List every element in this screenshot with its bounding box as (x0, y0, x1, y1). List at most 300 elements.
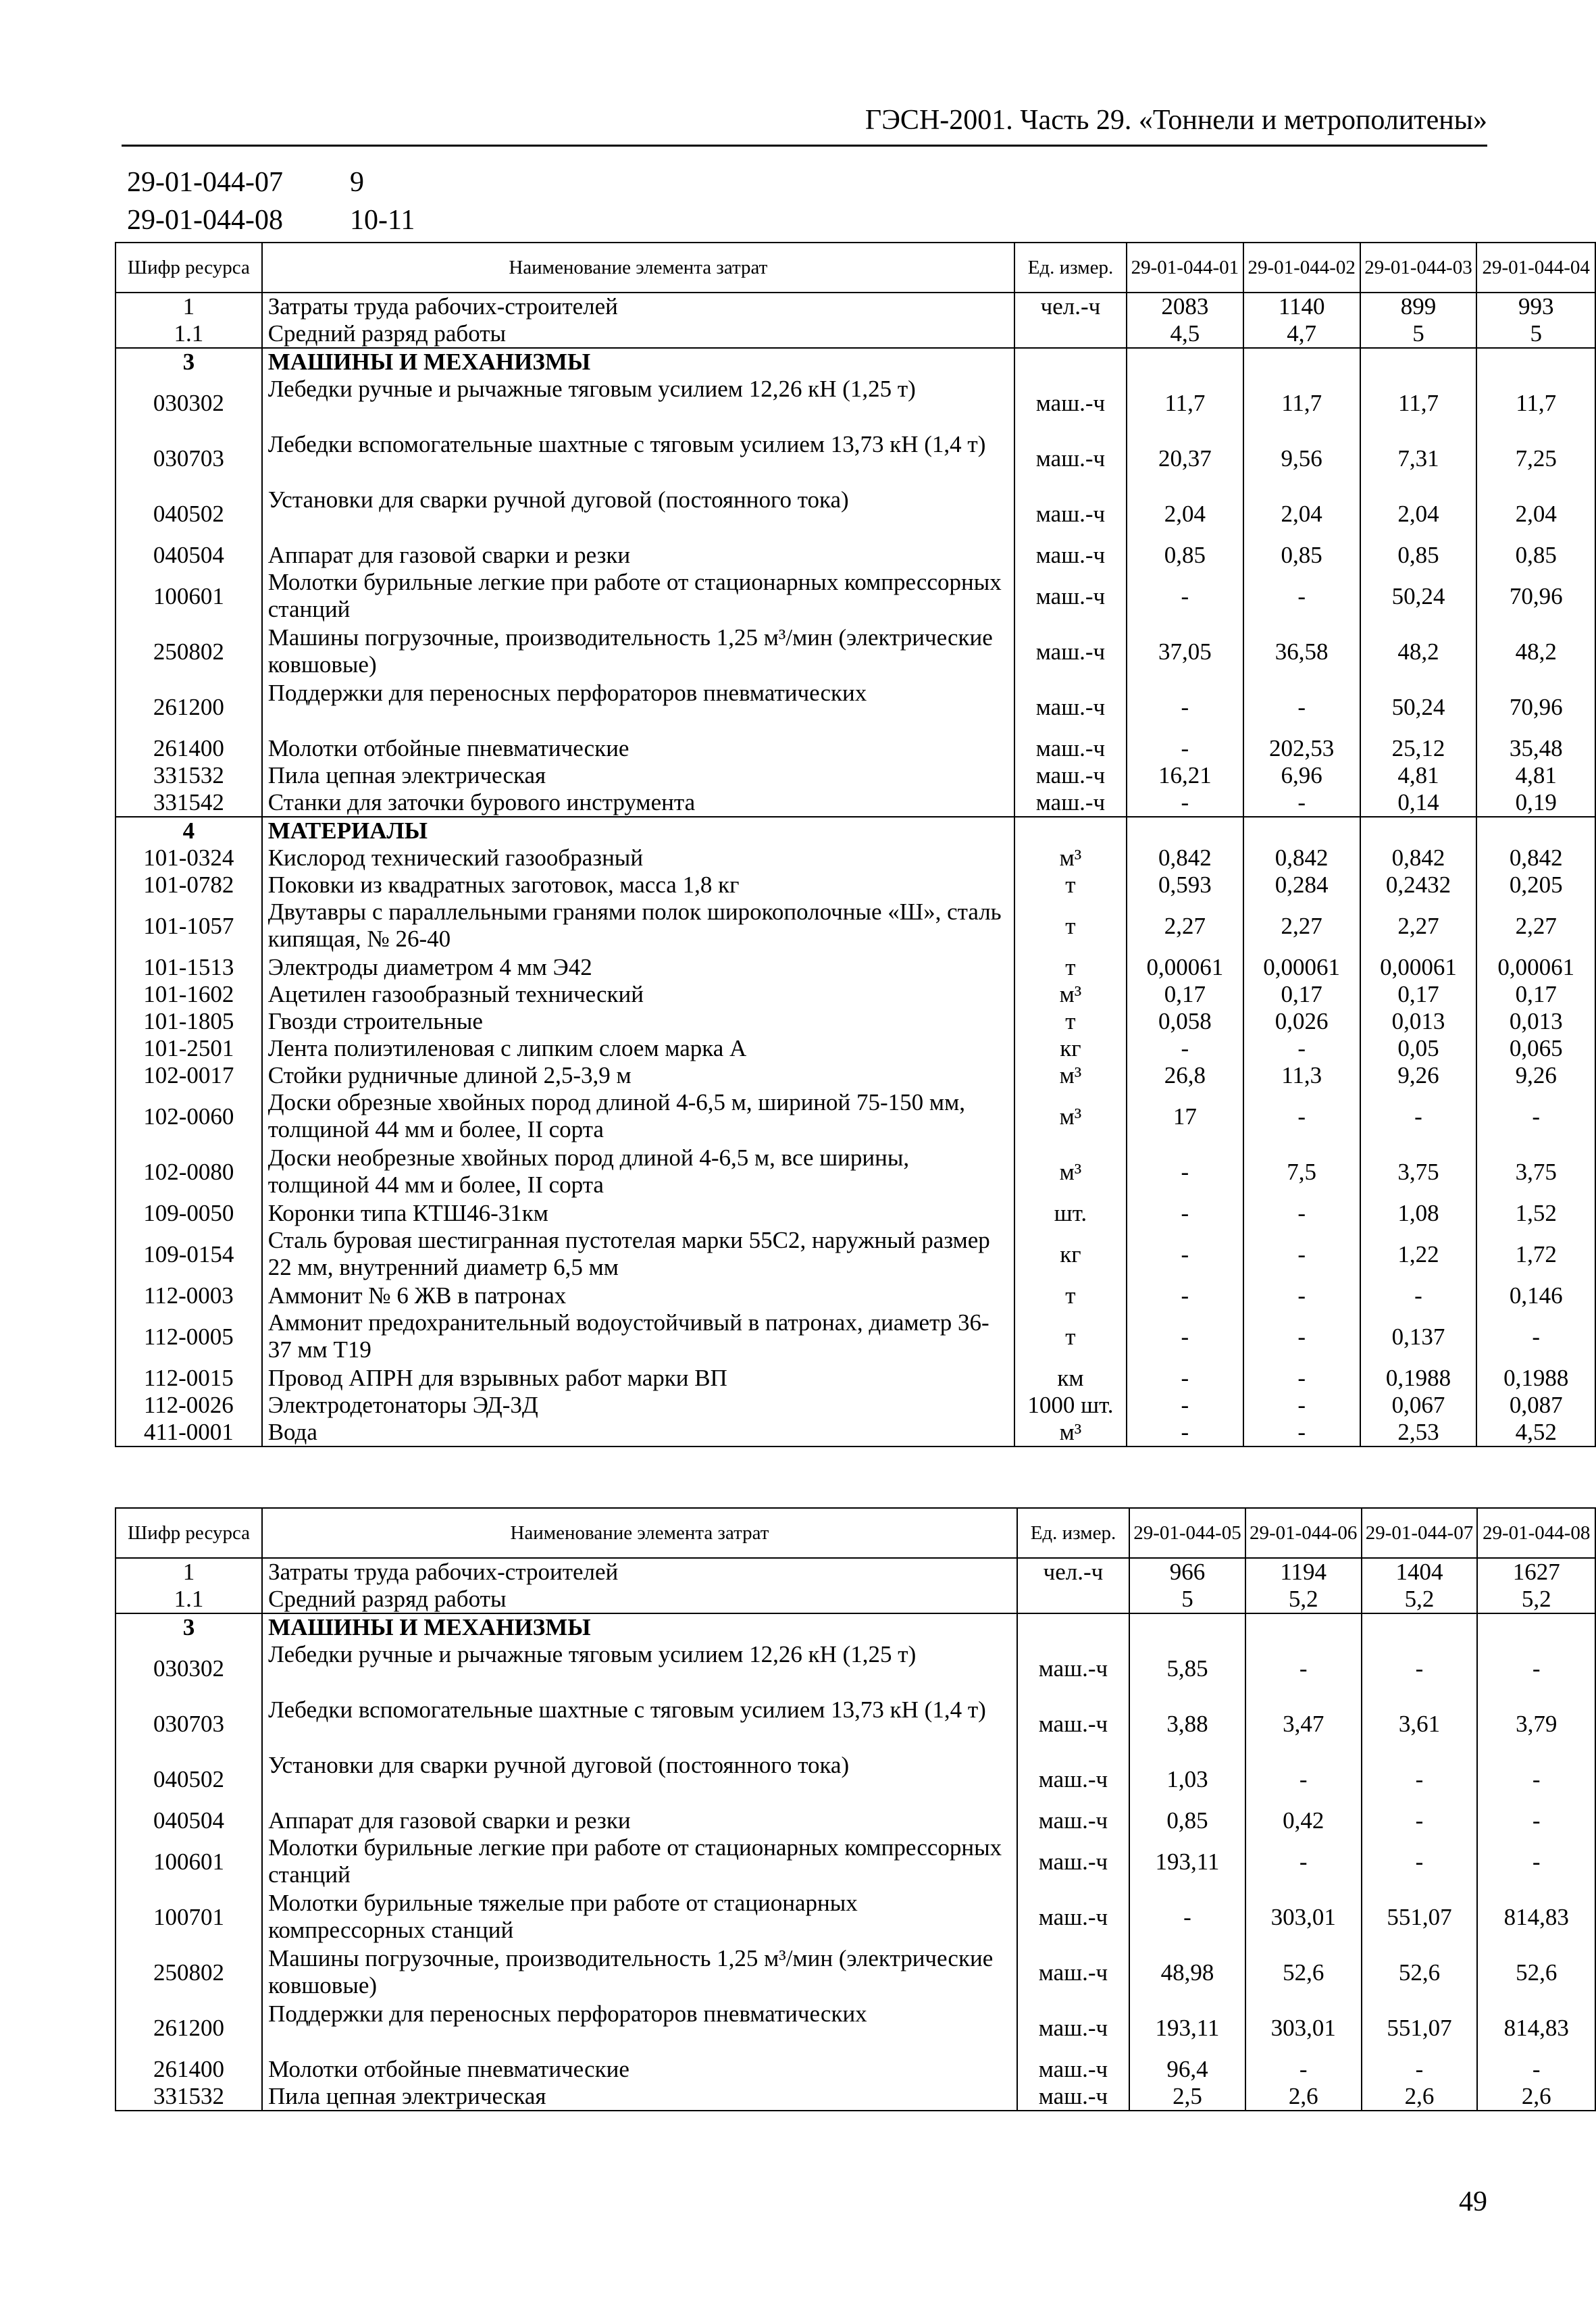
norm-value: 193,11 (1129, 1834, 1245, 1890)
norm-value (1243, 348, 1360, 376)
header-norm-cell: 29-01-044-06 (1245, 1508, 1362, 1558)
norm-value: 7,5 (1243, 1145, 1360, 1200)
norm-value: 2,27 (1360, 899, 1477, 954)
norm-value: - (1127, 789, 1243, 817)
norm-value: 5 (1360, 320, 1477, 348)
norm-value: - (1245, 2056, 1362, 2083)
table-row (115, 376, 1595, 431)
norm-value: 0,284 (1243, 872, 1360, 899)
norm-value: 96,4 (1129, 2056, 1245, 2083)
table-row (115, 981, 1595, 1008)
norm-value: 303,01 (1245, 1890, 1362, 1945)
section-row (115, 348, 1595, 376)
norm-value: 0,00061 (1127, 954, 1243, 981)
table-row (115, 1696, 1595, 1752)
unit-of-measure: т (1014, 872, 1127, 899)
unit-of-measure: маш.-ч (1017, 1752, 1129, 1807)
header-norm-cell: 29-01-044-01 (1127, 243, 1243, 293)
section-row (115, 817, 1595, 845)
resource-name: Лебедки ручные и рычажные тяговым усилием 12,26 кН (1,25 т) (262, 376, 1014, 431)
norm-value: 52,6 (1245, 1945, 1362, 2001)
unit-of-measure: маш.-ч (1014, 431, 1127, 486)
table-row (115, 1227, 1595, 1282)
resource-code: 101-0324 (115, 845, 262, 872)
norm-value: 0,205 (1476, 872, 1595, 899)
norm-value: - (1243, 1365, 1360, 1392)
norm-value: - (1127, 1200, 1243, 1227)
norm-value: - (1477, 1641, 1595, 1696)
resource-code: 109-0154 (115, 1227, 262, 1282)
table-row (115, 1834, 1595, 1890)
norm-value: 20,37 (1127, 431, 1243, 486)
table-row (115, 1145, 1595, 1200)
norm-value: - (1127, 1392, 1243, 1419)
norm-value: 0,058 (1127, 1008, 1243, 1035)
resource-name: Поковки из квадратных заготовок, масса 1,8 кг (262, 872, 1014, 899)
norm-value: 48,98 (1129, 1945, 1245, 2001)
table-row (115, 2056, 1595, 2083)
norm-value: 0,00061 (1360, 954, 1477, 981)
norm-value: 1,03 (1129, 1752, 1245, 1807)
norm-value: 52,6 (1362, 1945, 1478, 2001)
header-code-cell: Шифр ресурса (115, 1508, 262, 1558)
norm-value: 2,27 (1243, 899, 1360, 954)
unit-of-measure: м³ (1014, 1089, 1127, 1145)
unit-of-measure: маш.-ч (1014, 762, 1127, 789)
unit-of-measure: маш.-ч (1017, 1834, 1129, 1890)
resource-code: 4 (115, 817, 262, 845)
unit-of-measure: м³ (1014, 1062, 1127, 1089)
norm-value: - (1476, 1089, 1595, 1145)
table-row (115, 624, 1595, 680)
norm-value: 4,52 (1476, 1419, 1595, 1447)
unit-of-measure: чел.-ч (1017, 1558, 1129, 1586)
resource-name: Средний разряд работы (262, 320, 1014, 348)
norm-value: 2,04 (1127, 486, 1243, 542)
norm-value: 1404 (1362, 1558, 1478, 1586)
norm-value: 36,58 (1243, 624, 1360, 680)
unit-of-measure: маш.-ч (1014, 624, 1127, 680)
norm-value: 50,24 (1360, 569, 1477, 624)
norm-value: 0,065 (1476, 1035, 1595, 1062)
resource-name: Станки для заточки бурового инструмента (262, 789, 1014, 817)
norm-value: 9,56 (1243, 431, 1360, 486)
norm-value: - (1362, 1641, 1478, 1696)
norm-value: 1627 (1477, 1558, 1595, 1586)
norm-value: 6,96 (1243, 762, 1360, 789)
norm-value: - (1243, 1419, 1360, 1447)
norm-value: 0,85 (1476, 542, 1595, 569)
reference-row (127, 164, 415, 201)
resource-name: Доски обрезные хвойных пород длиной 4-6,5 м, шириной 75-150 мм, толщиной 44 мм и более, II сорта (262, 1089, 1014, 1145)
norm-value: 0,05 (1360, 1035, 1477, 1062)
resource-table-2 (115, 1507, 1596, 2111)
norm-value: - (1127, 1365, 1243, 1392)
table-row (115, 1419, 1595, 1447)
norm-value: - (1127, 1145, 1243, 1200)
header-unit-cell: Ед. измер. (1014, 243, 1127, 293)
norm-value: 1,08 (1360, 1200, 1477, 1227)
norm-value: - (1476, 1309, 1595, 1365)
unit-of-measure: маш.-ч (1014, 376, 1127, 431)
resource-code: 102-0060 (115, 1089, 262, 1145)
norm-value: 52,6 (1477, 1945, 1595, 2001)
norm-value: 3,61 (1362, 1696, 1478, 1752)
norm-value (1360, 348, 1477, 376)
resource-code: 040502 (115, 1752, 262, 1807)
resource-code: 261200 (115, 680, 262, 735)
resource-name: Аммонит предохранительный водоустойчивый в патронах, диаметр 36-37 мм Т19 (262, 1309, 1014, 1365)
norm-value: - (1127, 1035, 1243, 1062)
resource-code: 109-0050 (115, 1200, 262, 1227)
norm-value: - (1243, 1035, 1360, 1062)
norm-value: 9,26 (1360, 1062, 1477, 1089)
resource-code: 100701 (115, 1890, 262, 1945)
norm-value: 2,04 (1476, 486, 1595, 542)
norm-value: - (1360, 1089, 1477, 1145)
norm-value: 2,6 (1245, 2083, 1362, 2111)
unit-of-measure: маш.-ч (1017, 1696, 1129, 1752)
resource-name: Двутавры с параллельными гранями полок широкополочные «Ш», сталь кипящая, № 26-40 (262, 899, 1014, 954)
resource-name: Сталь буровая шестигранная пустотелая марки 55С2, наружный размер 22 мм, внутренний диаметр 6,5 мм (262, 1227, 1014, 1282)
norm-value: - (1129, 1890, 1245, 1945)
header-name-cell: Наименование элемента затрат (262, 1508, 1017, 1558)
resource-name: Затраты труда рабочих-строителей (262, 1558, 1017, 1586)
resource-code: 331542 (115, 789, 262, 817)
norm-value: 0,85 (1243, 542, 1360, 569)
norm-value: 3,75 (1476, 1145, 1595, 1200)
unit-of-measure: м³ (1014, 1145, 1127, 1200)
norm-value: 3,47 (1245, 1696, 1362, 1752)
norm-value: - (1127, 680, 1243, 735)
norm-value: 70,96 (1476, 680, 1595, 735)
norm-value: 2,27 (1476, 899, 1595, 954)
resource-code: 101-1513 (115, 954, 262, 981)
norm-value (1129, 1613, 1245, 1641)
norm-value: 0,85 (1360, 542, 1477, 569)
table-header-row (115, 1508, 1595, 1558)
norm-value: 2,53 (1360, 1419, 1477, 1447)
norm-value: 11,7 (1360, 376, 1477, 431)
norm-value (1477, 1613, 1595, 1641)
unit-of-measure: маш.-ч (1017, 1641, 1129, 1696)
norm-value: 814,83 (1477, 2001, 1595, 2056)
norm-value: 1194 (1245, 1558, 1362, 1586)
norm-value: - (1477, 2056, 1595, 2083)
norm-value: 0,17 (1127, 981, 1243, 1008)
norm-value: - (1243, 569, 1360, 624)
resource-code: 1 (115, 1558, 262, 1586)
resource-code: 101-1057 (115, 899, 262, 954)
resource-name: Молотки отбойные пневматические (262, 735, 1014, 762)
resource-code: 030302 (115, 1641, 262, 1696)
resource-name: Молотки отбойные пневматические (262, 2056, 1017, 2083)
unit-of-measure: м³ (1014, 1419, 1127, 1447)
norm-value: 0,146 (1476, 1282, 1595, 1309)
resource-code: 1.1 (115, 320, 262, 348)
norm-value: 0,1988 (1476, 1365, 1595, 1392)
norm-value: 5,85 (1129, 1641, 1245, 1696)
table-row (115, 1365, 1595, 1392)
table-row (115, 1089, 1595, 1145)
table-row (115, 1309, 1595, 1365)
section-title: МАШИНЫ И МЕХАНИЗМЫ (262, 348, 1014, 376)
resource-name: Поддержки для переносных перфораторов пневматических (262, 2001, 1017, 2056)
header-norm-cell: 29-01-044-02 (1243, 243, 1360, 293)
norm-value: - (1243, 1309, 1360, 1365)
norm-value: - (1362, 1752, 1478, 1807)
norm-value (1476, 348, 1595, 376)
resource-code: 331532 (115, 2083, 262, 2111)
resource-name: Пила цепная электрическая (262, 2083, 1017, 2111)
norm-value: - (1362, 1834, 1478, 1890)
norm-value: - (1243, 1200, 1360, 1227)
resource-name: Машины погрузочные, производительность 1,25 м³/мин (электрические ковшовые) (262, 624, 1014, 680)
norm-value: 0,087 (1476, 1392, 1595, 1419)
resource-code: 112-0005 (115, 1309, 262, 1365)
resource-name: Лебедки вспомогательные шахтные с тяговым усилием 13,73 кН (1,4 т) (262, 431, 1014, 486)
norm-value: - (1127, 569, 1243, 624)
norm-value: 7,31 (1360, 431, 1477, 486)
norm-value: - (1243, 1227, 1360, 1282)
norm-value: - (1362, 2056, 1478, 2083)
norm-value: 0,842 (1360, 845, 1477, 872)
norm-value: 2,6 (1362, 2083, 1478, 2111)
unit-of-measure: т (1014, 899, 1127, 954)
resource-name: Лебедки вспомогательные шахтные с тяговым усилием 13,73 кН (1,4 т) (262, 1696, 1017, 1752)
table-row (115, 872, 1595, 899)
unit-of-measure: маш.-ч (1014, 569, 1127, 624)
section-title: МАШИНЫ И МЕХАНИЗМЫ (262, 1613, 1017, 1641)
resource-name: Поддержки для переносных перфораторов пневматических (262, 680, 1014, 735)
section-title: МАТЕРИАЛЫ (262, 817, 1014, 845)
resource-code: 1.1 (115, 1586, 262, 1613)
norm-value: - (1362, 1807, 1478, 1834)
resource-code: 102-0080 (115, 1145, 262, 1200)
norm-value: - (1243, 1089, 1360, 1145)
norm-value: 0,42 (1245, 1807, 1362, 1834)
norm-value: 0,067 (1360, 1392, 1477, 1419)
norm-value: - (1243, 1282, 1360, 1309)
resource-code: 250802 (115, 624, 262, 680)
resource-name: Установки для сварки ручной дуговой (постоянного тока) (262, 486, 1014, 542)
unit-of-measure: маш.-ч (1017, 1807, 1129, 1834)
norm-value: 50,24 (1360, 680, 1477, 735)
resource-code: 411-0001 (115, 1419, 262, 1447)
unit-of-measure: маш.-ч (1014, 789, 1127, 817)
resource-code: 1 (115, 293, 262, 320)
unit-of-measure: маш.-ч (1017, 1890, 1129, 1945)
table-row (115, 899, 1595, 954)
resource-name: Аппарат для газовой сварки и резки (262, 1807, 1017, 1834)
norm-value: 193,11 (1129, 2001, 1245, 2056)
resource-code: 112-0015 (115, 1365, 262, 1392)
header-norm-cell: 29-01-044-04 (1476, 243, 1595, 293)
norm-value: 0,00061 (1243, 954, 1360, 981)
resource-name: Стойки рудничные длиной 2,5-3,9 м (262, 1062, 1014, 1089)
table-row (115, 1200, 1595, 1227)
resource-code: 101-2501 (115, 1035, 262, 1062)
resource-name: Пила цепная электрическая (262, 762, 1014, 789)
norm-value: - (1127, 1309, 1243, 1365)
norm-value: 0,842 (1127, 845, 1243, 872)
table-row (115, 1945, 1595, 2001)
norm-value: 2083 (1127, 293, 1243, 320)
norm-value: 0,1988 (1360, 1365, 1477, 1392)
table-header-row (115, 243, 1595, 293)
norm-value: 11,7 (1476, 376, 1595, 431)
table-row (115, 320, 1595, 348)
resource-name: Провод АПРН для взрывных работ марки ВП (262, 1365, 1014, 1392)
table-row (115, 845, 1595, 872)
norm-value: 966 (1129, 1558, 1245, 1586)
table-row (115, 1586, 1595, 1613)
resource-code: 261400 (115, 735, 262, 762)
unit-of-measure (1017, 1586, 1129, 1613)
resource-table-1 (115, 242, 1596, 1447)
resource-name: Лента полиэтиленовая с липким слоем марка А (262, 1035, 1014, 1062)
resource-name: Доски необрезные хвойных пород длиной 4-6,5 м, все ширины, толщиной 44 мм и более, II сорта (262, 1145, 1014, 1200)
resource-code: 040502 (115, 486, 262, 542)
norm-value: 0,2432 (1360, 872, 1477, 899)
table-row (115, 1035, 1595, 1062)
unit-of-measure (1014, 320, 1127, 348)
norm-value: 11,3 (1243, 1062, 1360, 1089)
unit-of-measure: т (1014, 1008, 1127, 1035)
norm-value: 37,05 (1127, 624, 1243, 680)
table-row (115, 1807, 1595, 1834)
norm-value: 70,96 (1476, 569, 1595, 624)
unit-of-measure: маш.-ч (1017, 2083, 1129, 2111)
norm-value: 0,85 (1129, 1807, 1245, 1834)
unit-of-measure: маш.-ч (1014, 735, 1127, 762)
unit-of-measure: м³ (1014, 845, 1127, 872)
norm-value: 2,04 (1360, 486, 1477, 542)
norm-value (1476, 817, 1595, 845)
unit-of-measure: кг (1014, 1035, 1127, 1062)
norm-value: - (1477, 1807, 1595, 1834)
unit-of-measure: т (1014, 1282, 1127, 1309)
table-row (115, 789, 1595, 817)
resource-code: 261400 (115, 2056, 262, 2083)
norm-value: - (1360, 1282, 1477, 1309)
header-rule (122, 145, 1487, 147)
norm-value: 17 (1127, 1089, 1243, 1145)
table-row (115, 2001, 1595, 2056)
norm-value: 3,79 (1477, 1696, 1595, 1752)
header-norm-cell: 29-01-044-07 (1362, 1508, 1478, 1558)
norm-value: 4,7 (1243, 320, 1360, 348)
norm-value: 0,85 (1127, 542, 1243, 569)
table-row (115, 1641, 1595, 1696)
unit-of-measure: т (1014, 1309, 1127, 1365)
unit-of-measure: кг (1014, 1227, 1127, 1282)
norm-value: 0,013 (1360, 1008, 1477, 1035)
resource-code: 030703 (115, 1696, 262, 1752)
resource-code: 3 (115, 348, 262, 376)
unit-of-measure: шт. (1014, 1200, 1127, 1227)
unit-of-measure: маш.-ч (1014, 680, 1127, 735)
resource-code: 3 (115, 1613, 262, 1641)
norm-value: 9,26 (1476, 1062, 1595, 1089)
norm-value: - (1127, 735, 1243, 762)
norm-value: 4,5 (1127, 320, 1243, 348)
norm-value: 2,04 (1243, 486, 1360, 542)
reference-value: 10-11 (350, 205, 415, 236)
resource-name: Электродетонаторы ЭД-3Д (262, 1392, 1014, 1419)
norm-value: 0,17 (1360, 981, 1477, 1008)
norm-value: 11,7 (1243, 376, 1360, 431)
table-row (115, 1392, 1595, 1419)
resource-name: Кислород технический газообразный (262, 845, 1014, 872)
table-row (115, 680, 1595, 735)
norm-value: 5,2 (1362, 1586, 1478, 1613)
norm-value: 0,17 (1476, 981, 1595, 1008)
norm-value: - (1127, 1227, 1243, 1282)
resource-code: 102-0017 (115, 1062, 262, 1089)
norm-value (1245, 1613, 1362, 1641)
norm-value: 303,01 (1245, 2001, 1362, 2056)
unit-of-measure: км (1014, 1365, 1127, 1392)
norm-value: 2,27 (1127, 899, 1243, 954)
unit-of-measure: маш.-ч (1017, 1945, 1129, 2001)
norm-value: 551,07 (1362, 2001, 1478, 2056)
reference-code: 29-01-044-07 (127, 167, 283, 198)
norm-value: 0,137 (1360, 1309, 1477, 1365)
norm-value: 7,25 (1476, 431, 1595, 486)
table-row (115, 293, 1595, 320)
norm-value: 0,19 (1476, 789, 1595, 817)
header-norm-cell: 29-01-044-08 (1477, 1508, 1595, 1558)
resource-code: 331532 (115, 762, 262, 789)
norm-references (127, 164, 415, 239)
resource-name: Аммонит № 6 ЖВ в патронах (262, 1282, 1014, 1309)
resource-code: 101-0782 (115, 872, 262, 899)
resource-code: 100601 (115, 1834, 262, 1890)
norm-value: - (1245, 1834, 1362, 1890)
unit-of-measure: т (1014, 954, 1127, 981)
table-row (115, 1282, 1595, 1309)
table-row (115, 762, 1595, 789)
resource-code: 112-0003 (115, 1282, 262, 1309)
resource-name: Средний разряд работы (262, 1586, 1017, 1613)
norm-value: 5 (1129, 1586, 1245, 1613)
norm-value: 551,07 (1362, 1890, 1478, 1945)
unit-of-measure: маш.-ч (1017, 2001, 1129, 2056)
norm-value: 0,842 (1476, 845, 1595, 872)
resource-name: Затраты труда рабочих-строителей (262, 293, 1014, 320)
resource-name: Ацетилен газообразный технический (262, 981, 1014, 1008)
norm-value (1243, 817, 1360, 845)
table-row (115, 1890, 1595, 1945)
resource-code: 030302 (115, 376, 262, 431)
norm-value: 3,88 (1129, 1696, 1245, 1752)
norm-value: 2,6 (1477, 2083, 1595, 2111)
unit-of-measure: 1000 шт. (1014, 1392, 1127, 1419)
norm-value (1360, 817, 1477, 845)
norm-value: 26,8 (1127, 1062, 1243, 1089)
norm-value: 35,48 (1476, 735, 1595, 762)
norm-value: 4,81 (1360, 762, 1477, 789)
reference-code: 29-01-044-08 (127, 205, 283, 236)
norm-value: 1,72 (1476, 1227, 1595, 1282)
table-row (115, 542, 1595, 569)
norm-value: - (1127, 1419, 1243, 1447)
resource-name: Лебедки ручные и рычажные тяговым усилием 12,26 кН (1,25 т) (262, 1641, 1017, 1696)
unit-of-measure: маш.-ч (1017, 2056, 1129, 2083)
unit-of-measure: м³ (1014, 981, 1127, 1008)
resource-code: 101-1602 (115, 981, 262, 1008)
